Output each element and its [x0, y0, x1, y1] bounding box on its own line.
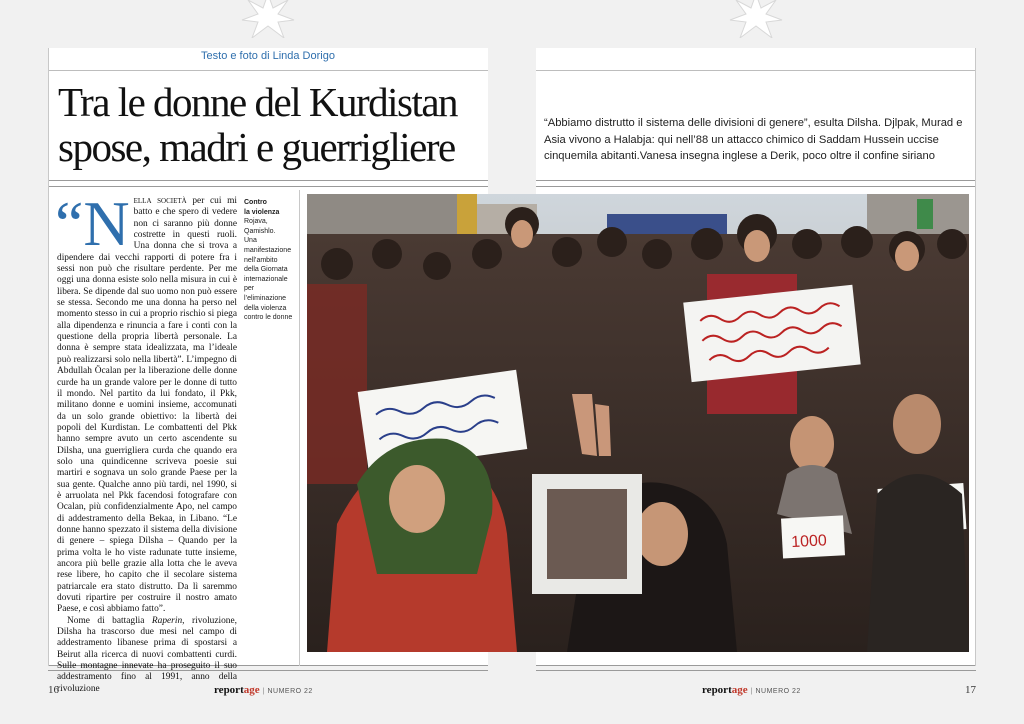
star-ornament-left-icon — [240, 0, 296, 38]
paragraph-2 — [57, 616, 237, 695]
paragraph-2-start: Nome di battaglia — [67, 615, 152, 626]
paragraph-2-text: , rivoluzione, Dilsha ha trascorso due mesi nel campo di addestramento libanese prima di spostarsi a Beirut alla ricerca di nuovi combattenti curdi. Sulle montagne innevate ha proseguito il suo addestramento fino al 1991, anno della rivoluzione — [57, 615, 238, 694]
sign-1000-text: 1000 — [790, 532, 828, 552]
paragraph-1-text: per cui mi batto e che spero di vedere non ci saranno più donne costrette in questi ruoli. Una donna che si trova a dipendere dai vecchi rapporti di potere fra i sessi non può che risultare perdente. Per me oggi una donna esiste solo nella misura in cui è libera. Se dipende dal suo uomo non può essere se stessa. Secondo me una donna ha perso nel momento stesso in cui a proprio rischio si piega alla dipendenza e rinuncia a fare i conti con la questione della propria libertà personale. La donna è sempre stata idealizzata, ma l’ideale può realizzarsi solo nella libertà”. L’impegno di Abdullah Öcalan per la liberazione delle donne curde ha un grande valore per le donne di tutto il mondo. Nel partito da lui fondato, il Pkk, militano donne e uomini insieme, accomunati da un solo grande obiettivo: la libertà dei popoli del Kurdistan. Le combattenti del Pkk hanno sempre avuto un certo ascendente su Dilsha, una guerrigliera curda che quando era solo una quindicenne scriveva poesie sui martiri e sognava un solo grande Paese per la sua gente. Qualche anno più tardi, nel 1990, si è arruolata nel Pkk facendosi fotografare con Ocalan, più confidenzialmente Apo, nel campo di addestramento della Bekaa, in Libano. “Le donne hanno spezzato il sistema della divisione di genere – spiega Dilsha – Quando per la prima volta le ho viste radunate tutte insieme, ancora più belle grazie alla lotta che le aveva rese libere, ho capito che il secolare sistema patriarcale era stato distrutto. Da lì saremmo dovuti ripartire per costruire il nostro amato Paese, e così abbiamo fatto”. — [57, 196, 237, 615]
nom-de-guerre: Raperin — [151, 615, 183, 626]
issue-number: NUMERO 22 — [267, 688, 313, 695]
footer-separator: | — [262, 688, 265, 695]
caption-line: contro le donne — [244, 314, 293, 322]
caption-line: l’eliminazione — [244, 294, 287, 302]
headline — [58, 80, 457, 170]
column-divider — [299, 190, 300, 666]
demonstration-photo — [307, 194, 969, 652]
headline-rule-left-1 — [48, 180, 488, 181]
brand-part-1: report — [702, 684, 732, 696]
star-ornament-right-icon — [728, 0, 784, 38]
brand-part-2: age — [243, 684, 260, 696]
byline: Testo e foto di Linda Dorigo — [201, 50, 335, 62]
issue-number: NUMERO 22 — [755, 688, 801, 695]
brand-part-2: age — [731, 684, 748, 696]
lead-smallcaps: ella società — [133, 196, 187, 206]
footer-brand-left — [214, 684, 313, 696]
article-body — [55, 188, 238, 695]
top-rule-left — [48, 70, 488, 71]
brand-logo — [214, 684, 260, 696]
headline-rule-left-2 — [48, 186, 488, 187]
standfirst: “Abbiamo distrutto il sistema delle divisioni di genere”, esulta Dilsha. Djlpak, Murad e Asia vivono a Halabja: qui nell’88 un attacco chimico di Saddam Hussein uccise cinquemila abitanti.Vanesa insegna inglese a Derik, poco oltre il confine siriano — [544, 117, 963, 162]
headline-line-2: spose, madri e guerrigliere — [58, 124, 455, 170]
footer-brand-right — [702, 684, 801, 696]
headline-line-1: Tra le donne del Kurdistan — [58, 79, 458, 125]
headline-rule-right-2 — [536, 186, 976, 187]
page-number-left: 16 — [48, 684, 59, 696]
caption-line: nell’ambito — [244, 256, 278, 264]
brand-part-1: report — [214, 684, 244, 696]
drop-cap: “N — [55, 188, 130, 259]
caption-title-1: Contro — [244, 199, 267, 206]
caption-line: manifestazione — [244, 246, 292, 254]
bottom-rule-right-1 — [536, 665, 976, 666]
page-number-right: 17 — [965, 684, 976, 696]
bottom-rule-right-2 — [536, 670, 976, 671]
brand-logo — [702, 684, 748, 696]
headline-rule-right-1 — [536, 180, 976, 181]
page-edge-left — [48, 48, 49, 666]
paragraph-1 — [55, 188, 237, 616]
caption-line: della violenza — [244, 304, 287, 312]
caption-title-2: la violenza — [244, 208, 280, 216]
caption-line: Rojava, — [244, 218, 268, 226]
caption-line: per — [244, 285, 255, 293]
photo-caption — [244, 198, 298, 323]
caption-line: della Giornata — [244, 266, 288, 274]
caption-line: Una — [244, 237, 257, 245]
page-edge-right — [975, 48, 976, 666]
caption-line: internazionale — [244, 275, 288, 283]
caption-line: Qamishlo. — [244, 227, 276, 235]
top-rule-right — [536, 70, 976, 71]
footer-separator: | — [750, 688, 753, 695]
